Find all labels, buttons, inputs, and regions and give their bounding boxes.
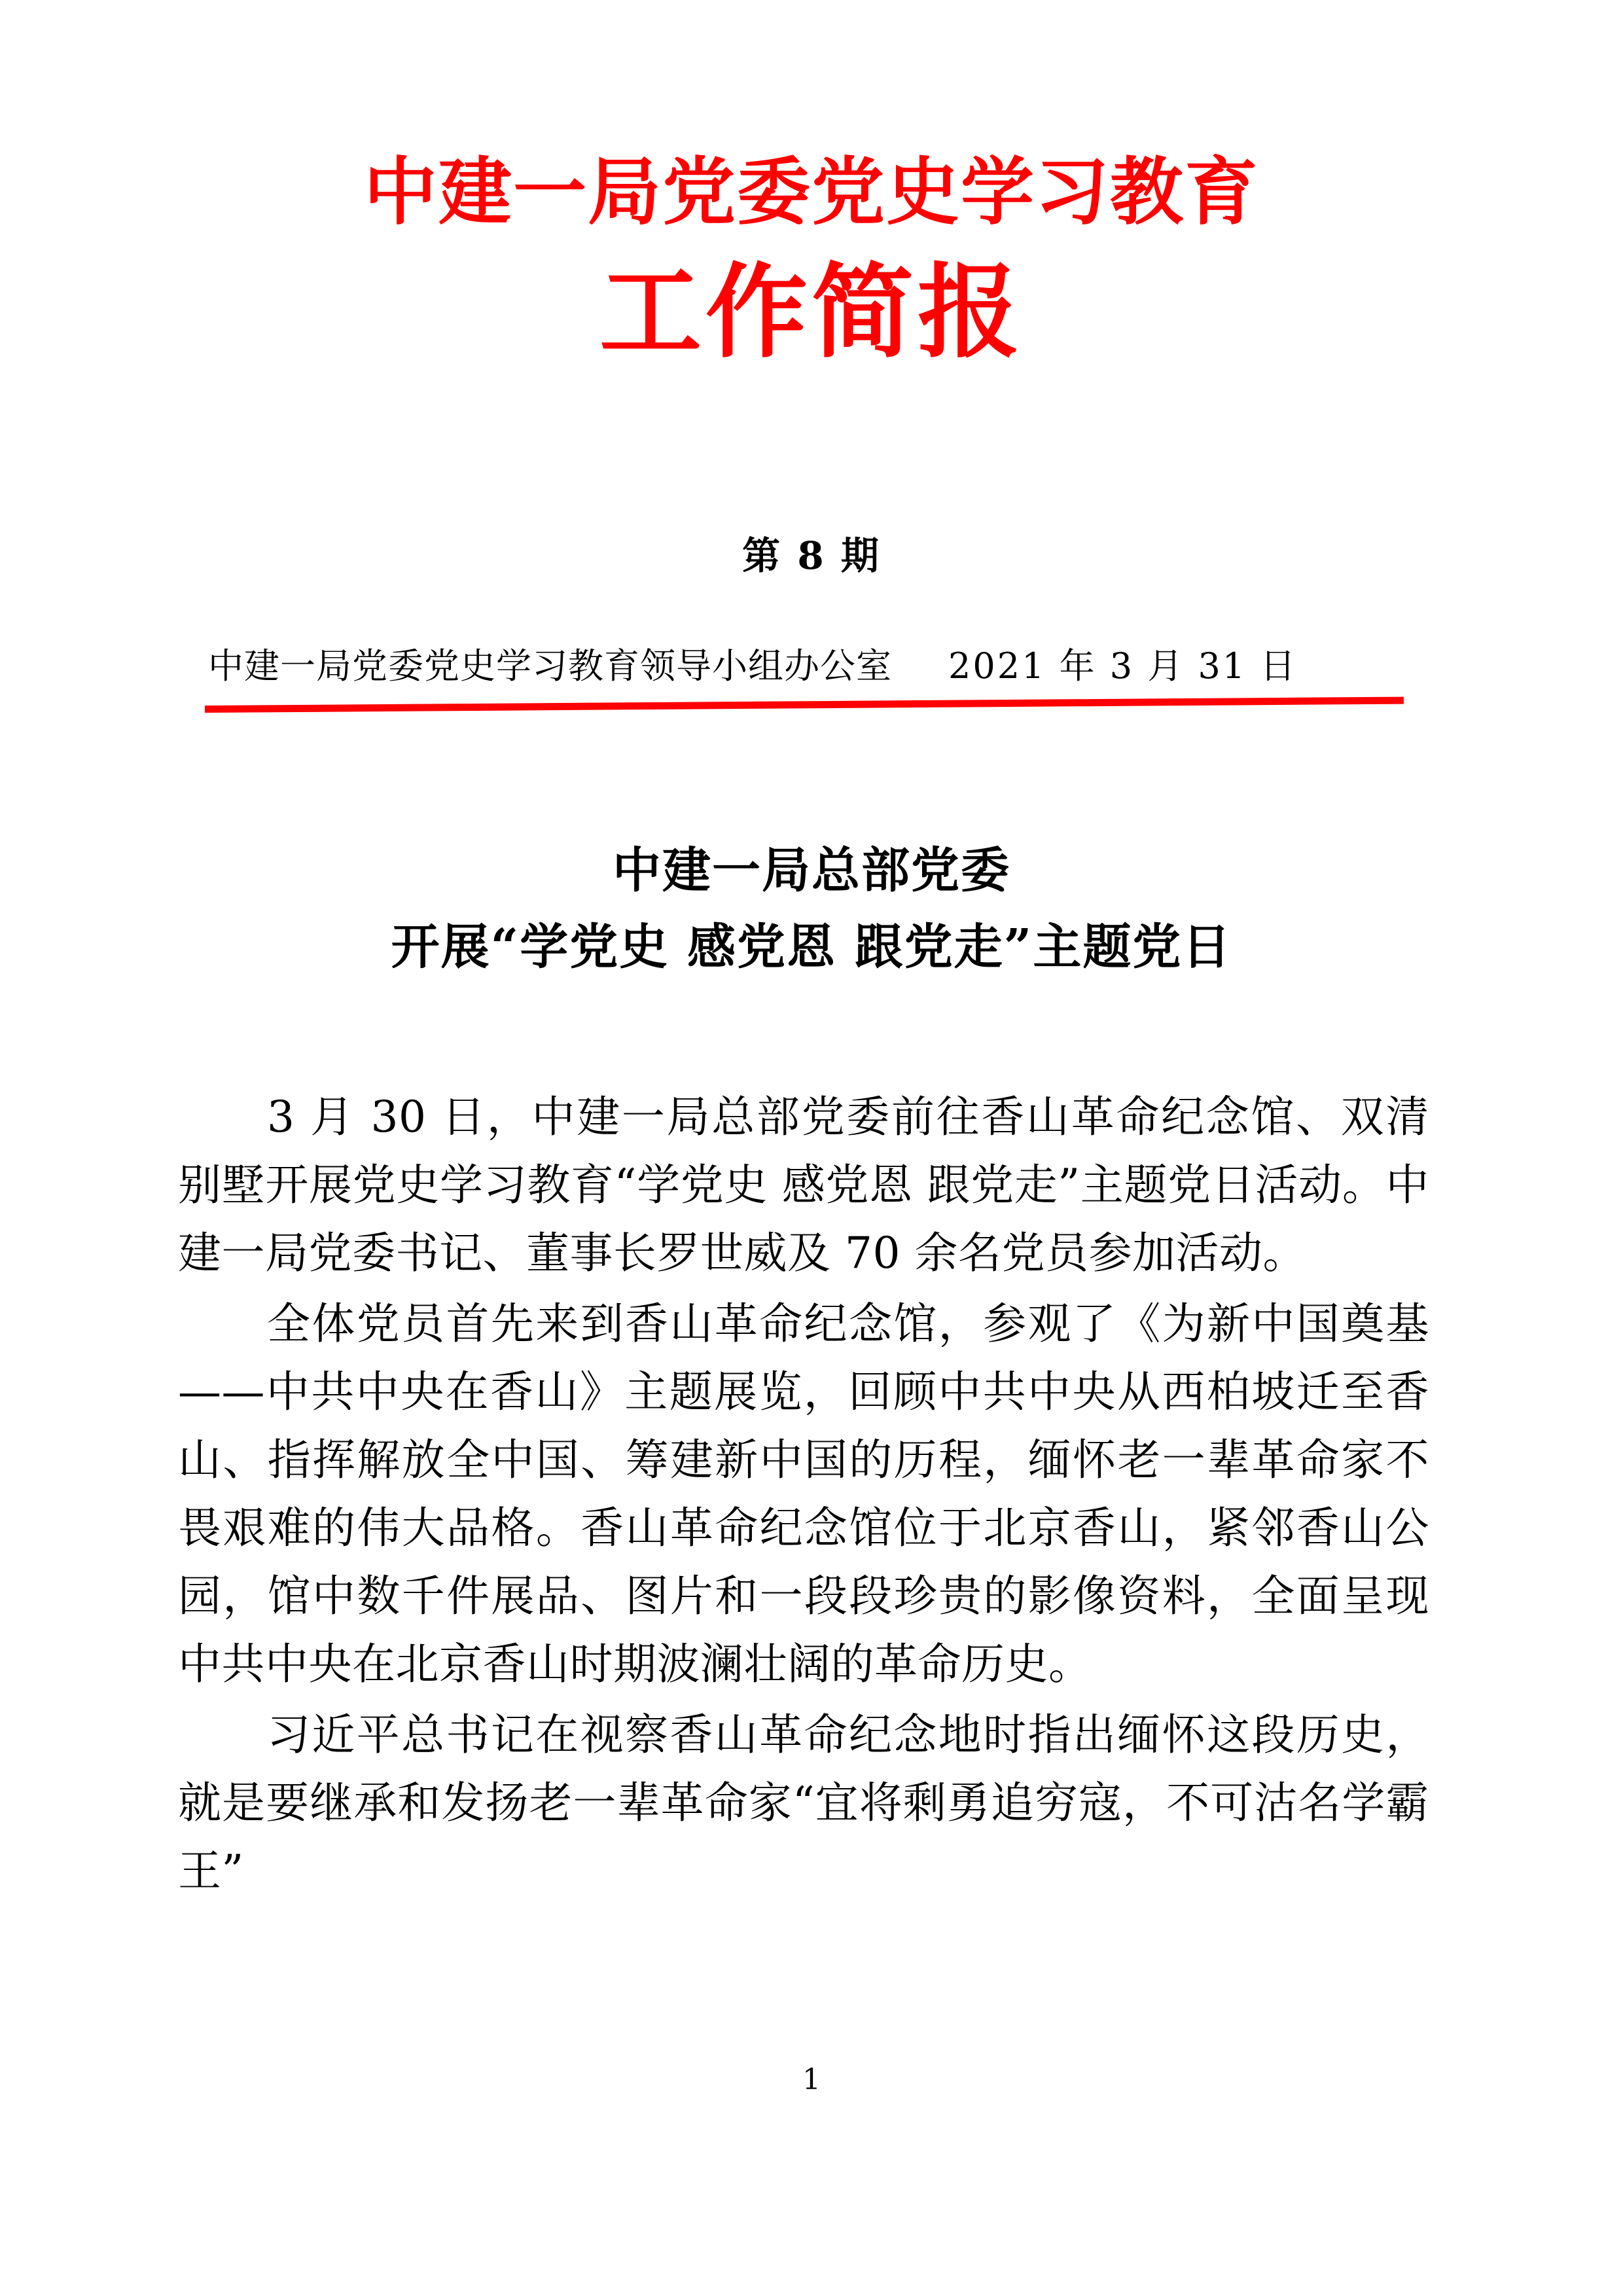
red-divider-rule	[205, 697, 1404, 713]
issue-number: 第 8 期	[742, 533, 881, 578]
body-paragraph: 全体党员首先来到香山革命纪念馆，参观了《为新中国奠基——中共中央在香山》主题展览，回顾中共中央从西柏坡迁至香山、指挥解放全中国、筹建新中国的历程，缅怀老一辈革命家不畏艰难的伟大品格。香山革命纪念馆位于北京香山，紧邻香山公园，馆中数千件展品、图片和一段段珍贵的影像资料，全面呈现中共中央在北京香山时期波澜壮阔的革命历史。	[178, 1299, 1429, 1689]
document-title-line2: 开展“学党史 感党恩 跟党走”主题党日	[391, 918, 1232, 975]
body-text	[178, 1083, 1429, 1908]
document-title	[0, 833, 1623, 986]
issue-date: 2021 年 3 月 31 日	[948, 645, 1298, 687]
masthead	[0, 149, 1623, 374]
document-title-line1: 中建一局总部党委	[613, 842, 1010, 899]
page-number: 1	[802, 2063, 821, 2096]
masthead-title-line2: 工作简报	[599, 252, 1024, 372]
body-paragraph: 3 月 30 日，中建一局总部党委前往香山革命纪念馆、双清别墅开展党史学习教育“学党史 感党恩 跟党走”主题党日活动。中建一局党委书记、董事长罗世威及 70 余名党员参加活动。	[178, 1092, 1429, 1278]
body-paragraph: 习近平总书记在视察香山革命纪念地时指出缅怀这段历史，就是要继承和发扬老一辈革命家“宜将剩勇追穷寇，不可沽名学霸王”	[178, 1710, 1429, 1896]
imprint-line	[208, 638, 1406, 689]
issuing-office: 中建一局党委党史学习教育领导小组办公室	[208, 645, 892, 687]
masthead-title-line1: 中建一局党委党史学习教育	[364, 149, 1259, 235]
